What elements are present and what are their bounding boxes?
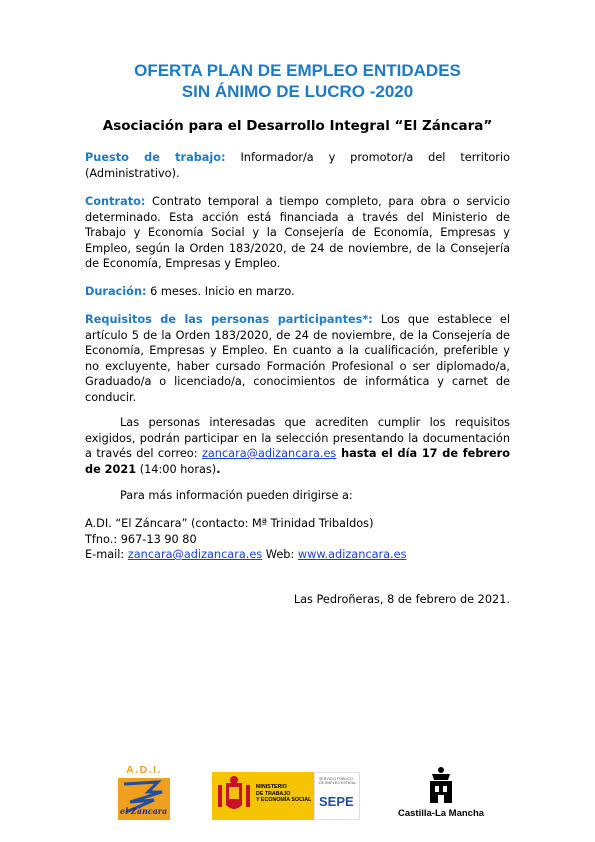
interesadas-text: Las personas interesadas que acrediten cumplir los requisitos exigidos, podrán participar en la selección presentando la documentación a través del correo: [85,416,510,460]
contrato-paragraph [85,194,510,272]
puesto-text: Informador/a y promotor/a del territorio (Administrativo). [85,151,510,180]
document-title-line-1: OFERTA PLAN DE EMPLEO ENTIDADES [134,61,461,80]
contact-email-web: E-mail: zancara@adizancara.es Web: www.adizancara.es [85,548,407,561]
deadline-time: (14:00 horas) [136,462,217,476]
puesto-label: Puesto de trabajo: [85,151,226,164]
duracion-text: 6 meses. Inicio en marzo. [146,285,295,298]
sepe-text: SEPE [319,793,354,809]
contact-phone: Tfno.: 967-13 90 80 [85,532,197,546]
adi-logo-script: el Záncara [120,806,168,816]
requisitos-text: Los que establece el artículo 5 de la Orden 183/2020, de 24 de noviembre, de la Consejería de Economía, Empresas y Empleo. En cuanto a la cualificación, preferible y no excluyente, haber cursado Formación Profesional o ser diplomado/a, Graduado/a o licenciado/a, conocimientos de informática y carnet de conducir. [85,313,510,404]
info-paragraph [85,488,510,504]
sepe-block: SERVICIO PÚBLICO DE EMPLEO ESTATAL SEPE [314,772,360,820]
contact-web-link[interactable]: www.adizancara.es [297,548,407,561]
puesto-paragraph [85,150,510,181]
duracion-paragraph [85,284,510,300]
organization-subtitle: Asociación para el Desarrollo Integral “El Záncara” [102,118,493,134]
document-title-line-2: SIN ÁNIMO DE LUCRO -2020 [181,82,414,101]
requisitos-paragraph [85,312,510,405]
deadline-text: hasta el día 17 de febrero de 2021 [85,447,510,476]
adi-logo-block [118,778,170,820]
duracion-label: Duración: [85,285,147,298]
contact-org: A.DI. “El Záncara” (contacto: Mª Trinidad Tribaldos) [85,517,374,530]
ministry-sepe-logo [212,772,360,820]
contrato-label: Contrato: [85,195,146,208]
contact-email-link[interactable]: zancara@adizancara.es [127,548,263,561]
castilla-la-mancha-text: Castilla-La Mancha [398,808,485,819]
contrato-text: Contrato temporal a tiempo completo, para obra o servicio determinado. Esta acción está financiada a través del Ministerio de Trabajo y Economía Social y la Consejería de Economía, Empresas y Empleo, según la Orden 183/2020, de 24 de noviembre, de la Consejería de Economía, Empresas y Empleo. [85,195,510,270]
info-text: Para más información pueden dirigirse a: [120,489,353,502]
castle-crown-icon [421,764,461,804]
application-email-link[interactable]: zancara@adizancara.es [201,447,337,460]
contact-block [85,516,510,563]
ministry-name: MINISTERIO DE TRABAJO Y ECONOMÍA SOCIAL [256,784,312,803]
adi-logo-text: A.D.I. [126,764,162,776]
castilla-la-mancha-logo [398,764,484,822]
interesadas-paragraph: Las personas interesadas que acrediten cumplir los requisitos exigidos, podrán participar en la selección presentando la documentación a través del correo: zancara@adizancara.es hasta el día 17 de febrero de 2021 (14:00 horas). [85,416,510,476]
adi-logo [118,764,170,822]
spain-coat-of-arms-icon [214,773,254,819]
date-line: Las Pedroñeras, 8 de febrero de 2021. [293,593,510,606]
requisitos-label: Requisitos de las personas participantes*: [85,313,373,326]
